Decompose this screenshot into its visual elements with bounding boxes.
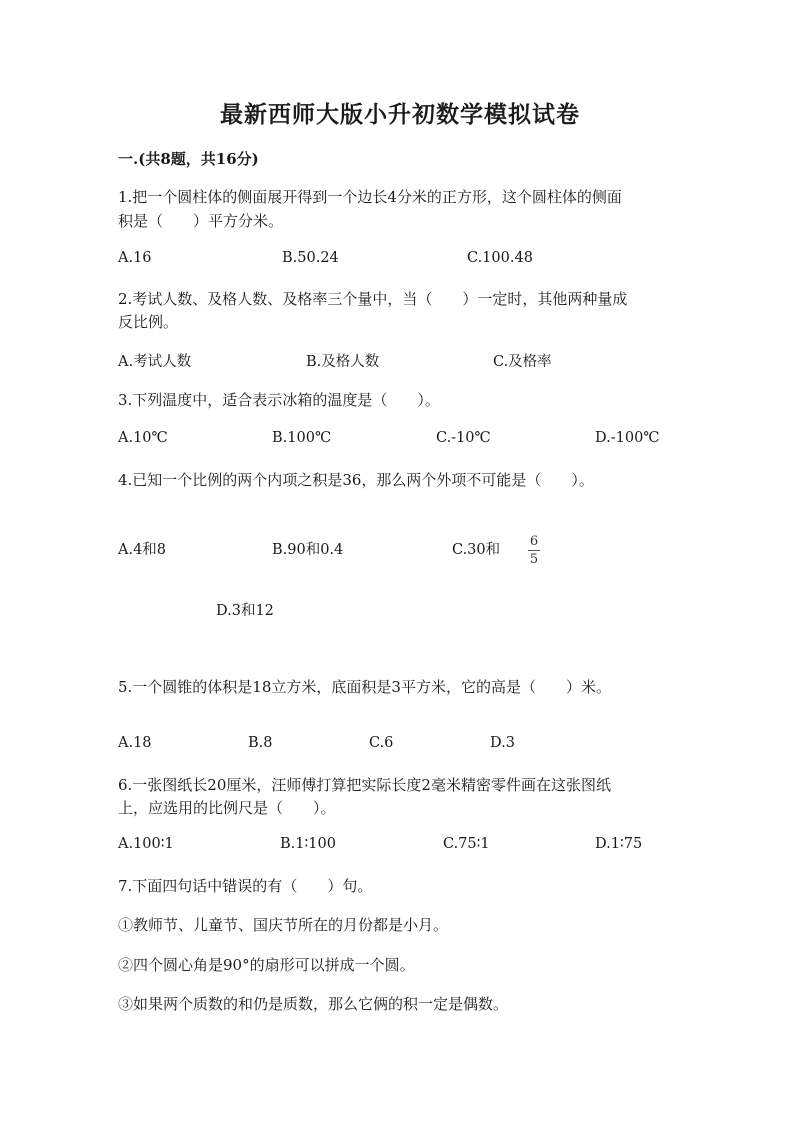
question-1-option-b: B.50.24 — [282, 250, 339, 266]
question-1-option-c: C.100.48 — [467, 250, 533, 266]
question-3-option-a: A.10℃ — [118, 430, 168, 446]
question-2-line-1: 2.考试人数、及格人数、及格率三个量中，当（ ）一定时，其他两种量成 — [118, 290, 628, 308]
question-6-line-2: 上，应选用的比例尺是（ ）。 — [118, 799, 336, 817]
question-6-option-a: A.100∶1 — [118, 836, 174, 852]
question-4-option-a: A.4和8 — [118, 542, 167, 558]
question-1-option-a: A.16 — [118, 250, 152, 266]
question-6-option-b: B.1∶100 — [280, 836, 336, 852]
question-7-line-1: 7.下面四句话中错误的有（ ）句。 — [118, 877, 373, 895]
question-6-line-1: 6.一张图纸长20厘米，汪师傅打算把实际长度2毫米精密零件画在这张图纸 — [118, 776, 611, 794]
question-5-option-c: C.6 — [369, 735, 394, 751]
question-4-option-d: D.3和12 — [216, 603, 274, 619]
question-1-line-2: 积是（ ）平方分米。 — [118, 212, 284, 230]
question-2-option-b: B.及格人数 — [306, 354, 380, 370]
question-2-option-c: C.及格率 — [493, 354, 552, 370]
question-5-option-b: B.8 — [248, 735, 273, 751]
question-2-option-a: A.考试人数 — [118, 354, 192, 370]
question-4-line-1: 4.已知一个比例的两个内项之积是36，那么两个外项不可能是（ ）。 — [118, 471, 594, 489]
question-5-line-1: 5.一个圆锥的体积是18立方米，底面积是3平方米，它的高是（ ）米。 — [118, 678, 611, 696]
question-2-line-2: 反比例。 — [118, 313, 179, 331]
question-3-line-1: 3.下列温度中，适合表示冰箱的温度是（ ）。 — [118, 391, 440, 409]
question-7-statement-1: ①教师节、儿童节、国庆节所在的月份都是小月。 — [118, 916, 449, 934]
fraction-numerator: 6 — [529, 534, 539, 549]
question-7-statement-3: ③如果两个质数的和仍是质数，那么它俩的积一定是偶数。 — [118, 995, 509, 1013]
question-1-line-1: 1.把一个圆柱体的侧面展开得到一个边长4分米的正方形，这个圆柱体的侧面 — [118, 188, 622, 206]
question-4-option-b: B.90和0.4 — [272, 542, 344, 558]
page-title: 最新西师大版小升初数学模拟试卷 — [220, 101, 580, 128]
section-heading: 一.(共8题，共16分) — [118, 150, 259, 168]
question-3-option-c: C.-10℃ — [436, 430, 491, 446]
question-7-statement-2: ②四个圆心角是90°的扇形可以拼成一个圆。 — [118, 956, 415, 974]
question-3-option-d: D.-100℃ — [595, 430, 660, 446]
question-6-option-c: C.75∶1 — [443, 836, 490, 852]
question-5-option-a: A.18 — [118, 735, 152, 751]
question-3-option-b: B.100℃ — [272, 430, 332, 446]
fraction-six-fifths — [525, 534, 543, 567]
fraction-denominator: 5 — [529, 552, 539, 567]
question-4-option-c: C.30和 — [452, 542, 501, 558]
fraction-bar — [528, 550, 540, 551]
question-6-option-d: D.1∶75 — [595, 836, 643, 852]
question-5-option-d: D.3 — [490, 735, 515, 751]
